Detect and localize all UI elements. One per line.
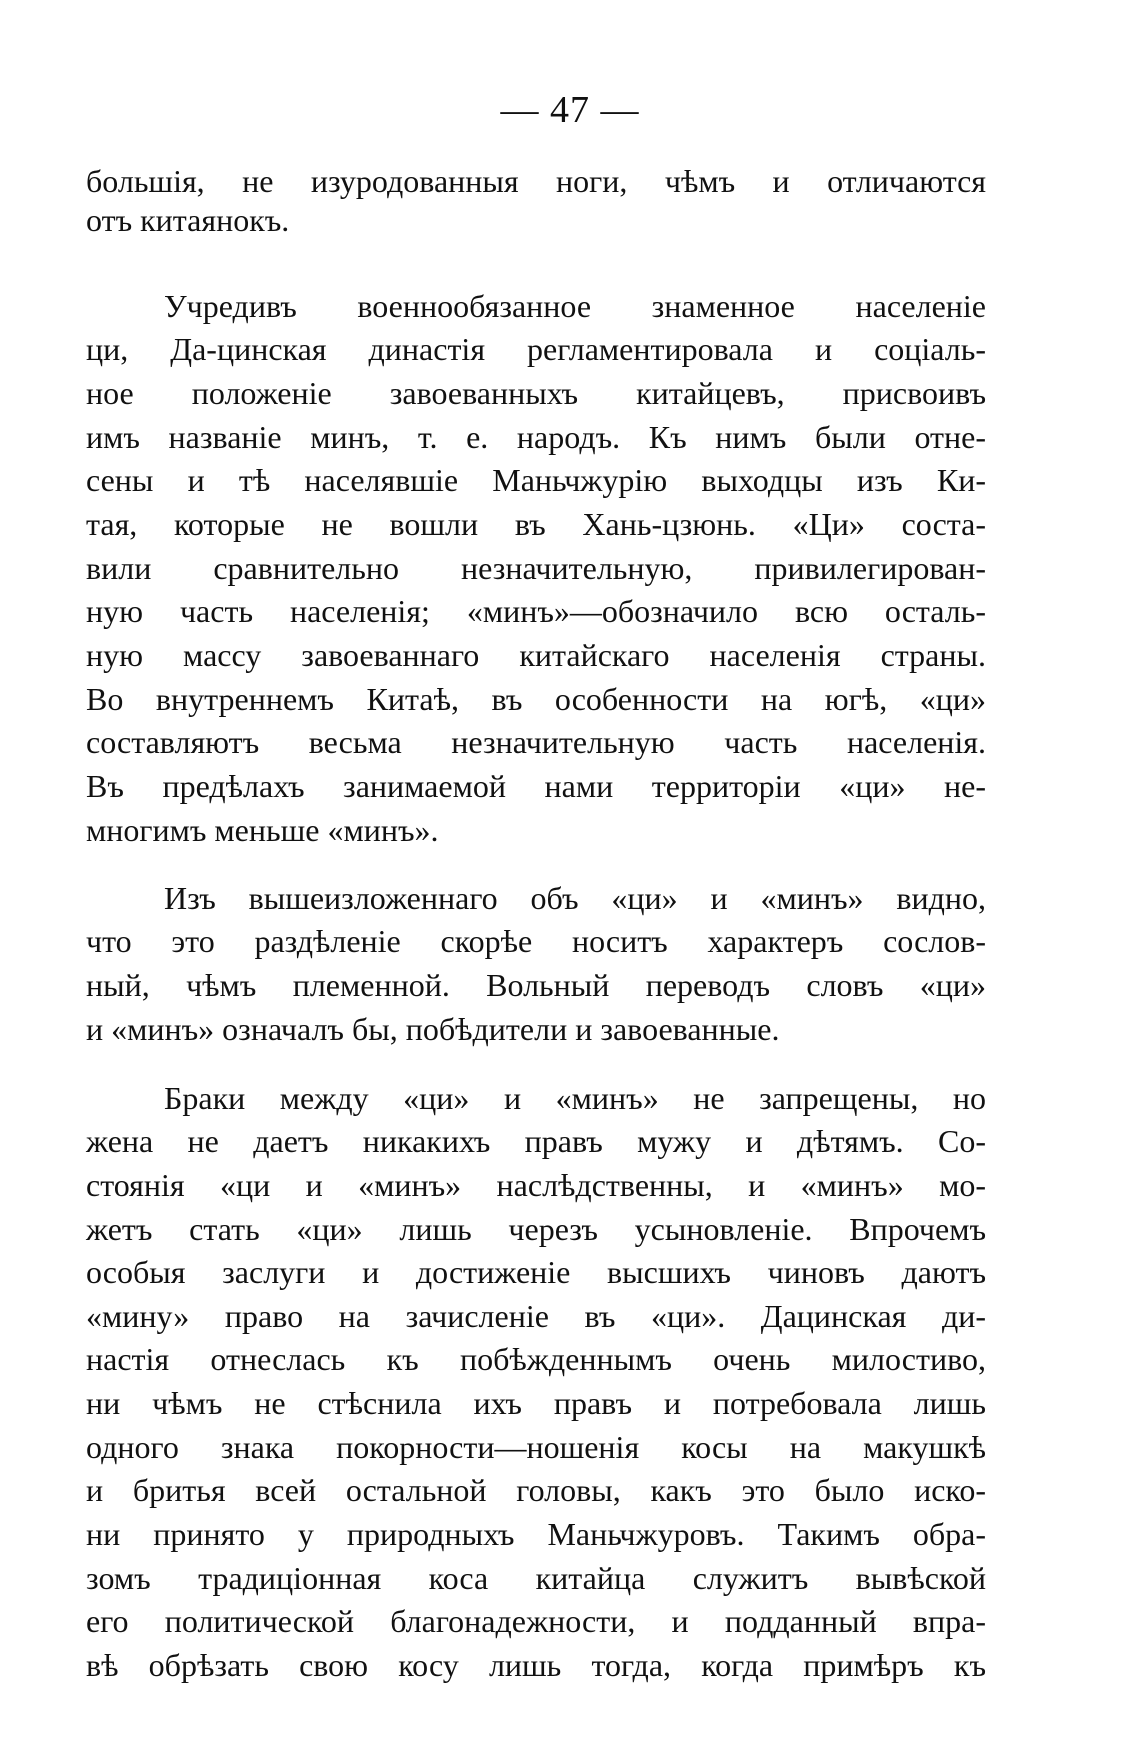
text-line: составляютъ весьма незначительную часть населенія. <box>86 724 986 760</box>
text-line: одного знака покорности—ношенія косы на макушкѣ <box>86 1429 986 1465</box>
text-line: жена не даетъ никакихъ правъ мужу и дѣтямъ. Со- <box>86 1123 986 1159</box>
text-line: ный, чѣмъ племенной. Вольный переводъ словъ «ци» <box>86 967 986 1003</box>
text-line: Въ предѣлахъ занимаемой нами территоріи «ци» не- <box>86 768 986 804</box>
text-line: тая, которые не вошли въ Хань-цзюнь. «Ци» соста- <box>86 506 986 542</box>
text-line: вѣ обрѣзать свою косу лишь тогда, когда примѣръ къ <box>86 1647 986 1683</box>
text-line: ное положеніе завоеванныхъ китайцевъ, присвоивъ <box>86 375 986 411</box>
text-line: жетъ стать «ци» лишь черезъ усыновленіе. Впрочемъ <box>86 1211 986 1247</box>
text-line: и «минъ» означалъ бы, побѣдители и завоеванные. <box>86 1011 780 1047</box>
text-line: Учредивъ военнообязанное знаменное населеніе <box>164 288 986 324</box>
text-line: ни принято у природныхъ Маньчжуровъ. Такимъ обра- <box>86 1516 986 1552</box>
text-line: вили сравнительно незначительную, привилегирован- <box>86 550 986 586</box>
page-number: — 47 — <box>500 89 640 131</box>
text-line: ную массу завоеваннаго китайскаго населенія страны. <box>86 637 986 673</box>
text-line: настія отнеслась къ побѣжденнымъ очень милостиво, <box>86 1341 986 1377</box>
text-line: стоянія «ци и «минъ» наслѣдственны, и «минъ» мо- <box>86 1167 986 1203</box>
text-line: отъ китаянокъ. <box>86 202 290 238</box>
text-line: Браки между «ци» и «минъ» не запрещены, но <box>164 1080 986 1116</box>
text-line: ци, Да-цинская династія регламентировала и соціаль- <box>86 331 986 367</box>
text-line: особыя заслуги и достиженіе высшихъ чиновъ даютъ <box>86 1254 986 1290</box>
text-line: его политической благонадежности, и подданный впра- <box>86 1603 986 1639</box>
text-line: «мину» право на зачисленіе въ «ци». Дацинская ди- <box>86 1298 986 1334</box>
text-line: многимъ меньше «минъ». <box>86 812 439 848</box>
text-line: ную часть населенія; «минъ»—обозначило всю осталь- <box>86 593 986 629</box>
text-line: зомъ традиціонная коса китайца служитъ вывѣской <box>86 1560 986 1596</box>
text-line: сены и тѣ населявшіе Маньчжурію выходцы изъ Ки- <box>86 462 986 498</box>
text-line: ни чѣмъ не стѣснила ихъ правъ и потребовала лишь <box>86 1385 986 1421</box>
text-line: Изъ вышеизложеннаго объ «ци» и «минъ» видно, <box>164 880 986 916</box>
text-line: Во внутреннемъ Китаѣ, въ особенности на югѣ, «ци» <box>86 681 986 717</box>
text-line: большія, не изуродованныя ноги, чѣмъ и отличаются <box>86 163 986 199</box>
text-line: что это раздѣленіе скорѣе носитъ характеръ сослов- <box>86 923 986 959</box>
text-line: имъ названіе минъ, т. е. народъ. Къ нимъ были отне- <box>86 419 986 455</box>
text-line: и бритья всей остальной головы, какъ это было иско- <box>86 1472 986 1508</box>
